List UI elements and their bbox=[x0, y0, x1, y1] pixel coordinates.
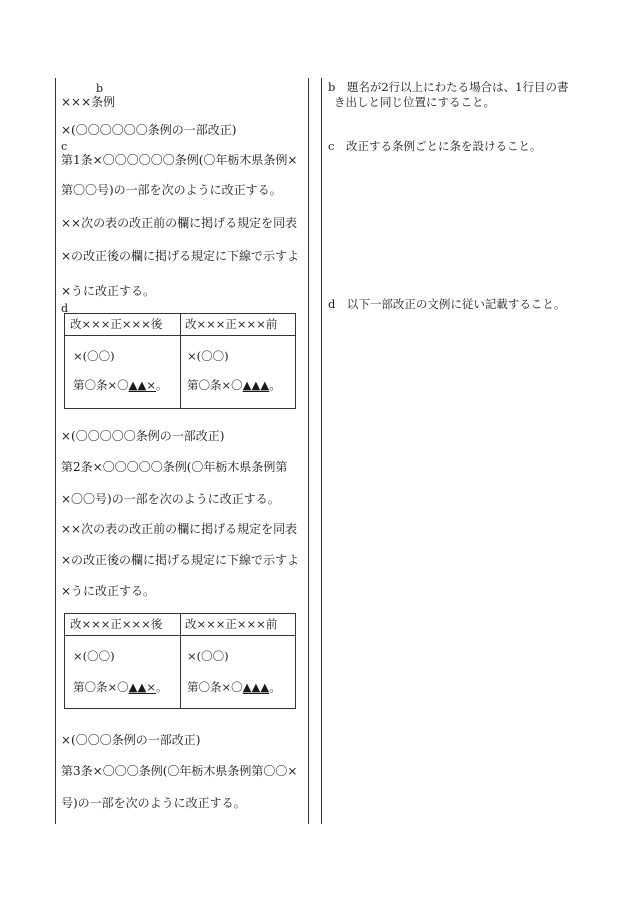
marker-c: c bbox=[61, 140, 68, 153]
table-cell-after: ×(〇〇) bbox=[73, 349, 115, 363]
section-3-line: 第3条×〇〇〇条例(〇年栃木県条例第〇〇× bbox=[61, 764, 298, 778]
amendment-table-1 bbox=[64, 313, 296, 409]
table-cell-after-provision: 第〇条×〇▲▲×。 bbox=[73, 680, 168, 694]
underlined-change: ▲▲× bbox=[128, 378, 156, 392]
table-column-divider bbox=[180, 614, 181, 708]
table-cell-before: ×(〇〇) bbox=[187, 649, 229, 663]
left-border-line bbox=[55, 78, 56, 824]
underlined-change: ▲▲▲ bbox=[242, 680, 270, 694]
marker-b: b bbox=[96, 82, 104, 95]
section-1-line: ×うに改正する。 bbox=[61, 284, 156, 298]
table-cell-before-provision: 第〇条×〇▲▲▲。 bbox=[187, 378, 281, 392]
section-3-caption: ×(〇〇〇条例の一部改正) bbox=[61, 733, 201, 747]
section-1-line: ××次の表の改正前の欄に掲げる規定を同表 bbox=[61, 216, 298, 230]
table-header-before: 改×××正×××前 bbox=[185, 617, 278, 631]
note-b-line-1: b 題名が2行以上にわたる場合は、1行目の書 bbox=[328, 80, 569, 94]
note-c: c 改正する条例ごとに条を設けること。 bbox=[328, 139, 542, 153]
table-header-after: 改×××正×××後 bbox=[70, 617, 163, 631]
note-b-line-2: き出しと同じ位置にすること。 bbox=[334, 95, 495, 109]
section-2-caption: ×(〇〇〇〇〇条例の一部改正) bbox=[61, 429, 225, 443]
column-divider-left bbox=[308, 78, 309, 824]
section-1-line: ×の改正後の欄に掲げる規定に下線で示すよ bbox=[61, 249, 300, 263]
note-d: d 以下一部改正の文例に従い記載すること。 bbox=[328, 297, 566, 311]
table-column-divider bbox=[180, 314, 181, 408]
section-2-line: ×の改正後の欄に掲げる規定に下線で示すよ bbox=[61, 553, 300, 567]
section-3-line: 号)の一部を次のように改正する。 bbox=[61, 796, 246, 810]
table-header-after: 改×××正×××後 bbox=[70, 317, 163, 331]
underlined-change: ▲▲▲ bbox=[242, 378, 270, 392]
table-cell-after: ×(〇〇) bbox=[73, 649, 115, 663]
section-1-line: 第1条×〇〇〇〇〇〇条例(〇年栃木県条例× bbox=[61, 153, 298, 167]
underlined-change: ▲▲× bbox=[128, 680, 156, 694]
table-header-before: 改×××正×××前 bbox=[185, 317, 278, 331]
ordinance-title: ×××条例 bbox=[61, 95, 116, 109]
marker-d: d bbox=[61, 302, 69, 315]
column-divider-right bbox=[321, 78, 322, 824]
section-2-line: ×〇〇号)の一部を次のように改正する。 bbox=[61, 492, 280, 506]
table-cell-after-provision: 第〇条×〇▲▲×。 bbox=[73, 378, 168, 392]
section-2-line: ×うに改正する。 bbox=[61, 584, 156, 598]
section-1-caption: ×(〇〇〇〇〇〇条例の一部改正) bbox=[61, 123, 237, 137]
section-2-line: 第2条×〇〇〇〇〇条例(〇年栃木県条例第 bbox=[61, 460, 288, 474]
section-1-line: 第〇〇号)の一部を次のように改正する。 bbox=[61, 183, 282, 197]
table-cell-before: ×(〇〇) bbox=[187, 349, 229, 363]
section-2-line: ××次の表の改正前の欄に掲げる規定を同表 bbox=[61, 522, 298, 536]
table-cell-before-provision: 第〇条×〇▲▲▲。 bbox=[187, 680, 281, 694]
amendment-table-2 bbox=[64, 613, 296, 709]
